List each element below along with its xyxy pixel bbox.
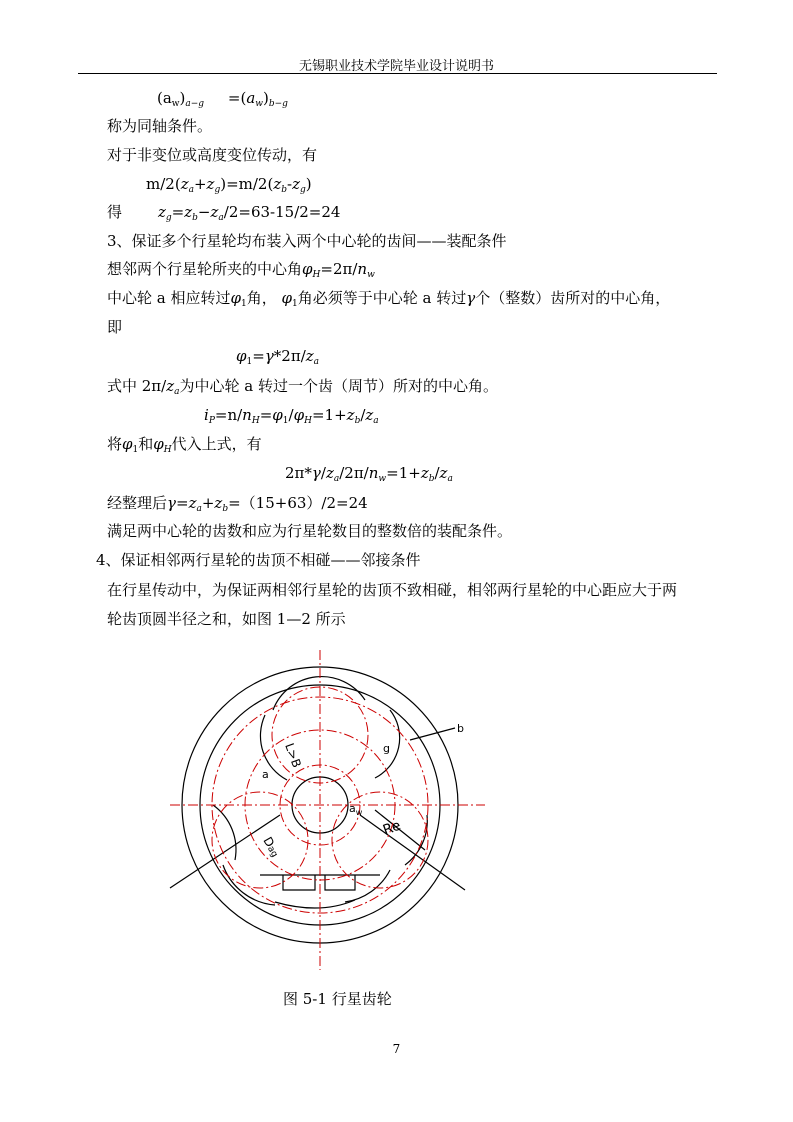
text-rotation: 中心轮 a 相应转过$\varphi_1$角， $\varphi_1$角必须等于中心轮 a 转过γ个（整数）齿所对的中心角， <box>107 289 671 309</box>
text-de: 得 <box>107 203 123 221</box>
text-where: 式中 $2\pi/z_a$为中心轮 a 转过一个齿（周节）所对的中心角。 <box>107 377 498 397</box>
label-aw: $a_w$ <box>349 802 363 817</box>
text-substitute: 将$\varphi_1$和$\varphi_H$代入上式，有 <box>107 435 262 455</box>
equation-module: $m/2(z_a+z_g)=m/2(z_b-z_g)$ <box>146 175 312 195</box>
header-rule <box>78 73 717 74</box>
label-lb: L>B <box>282 741 304 770</box>
planet-top-arc <box>273 677 365 710</box>
label-g: g <box>383 742 390 755</box>
text-satisfy: 满足两中心轮的齿数和应为行星轮数目的整数倍的装配条件。 <box>107 522 513 540</box>
text-central-angle: 想邻两个行星轮所夹的中心角$\varphi_H=2\pi/n_w$ <box>107 260 375 280</box>
planet-left-circle <box>212 792 308 888</box>
equation-phi1: $\varphi_1=\gamma*2\pi/z_a$ <box>236 347 320 367</box>
text-non-shift: 对于非变位或高度变位传动，有 <box>107 146 318 164</box>
label-re: Re <box>380 817 404 839</box>
planet-right-circle <box>332 792 428 888</box>
equation-ip: $i_P=n/n_H=\varphi_1/\varphi_H=1+z_b/z_a$ <box>204 406 379 426</box>
text-para-1: 在行星传动中，为保证两相邻行星轮的齿顶不致相碰，相邻两行星轮的中心距应大于两 <box>107 581 678 599</box>
label-a: a <box>262 768 269 781</box>
section-4-title: 4、保证相邻两行星轮的齿顶不相碰——邻接条件 <box>96 551 421 569</box>
equation-combined: $2\pi*\gamma/z_a/2\pi/n_w=1+z_b/z_a$ <box>285 464 453 484</box>
equation-coaxial: $(a_w)_{a-g}$ $=(a_w)_{b-g}$ <box>157 89 288 109</box>
label-dag: Dag <box>260 834 280 860</box>
page-number: 7 <box>392 1042 401 1056</box>
section-3-title: 3、保证多个行星轮均布装入两个中心轮的齿间——装配条件 <box>107 232 507 250</box>
equation-zg: $z_g=z_b-z_a/2=63-15/2=24$ <box>158 203 341 223</box>
text-coaxial-condition: 称为同轴条件。 <box>107 117 213 135</box>
page-header-title: 无锡职业技术学院毕业设计说明书 <box>298 59 494 74</box>
label-b: b <box>457 722 464 735</box>
text-ji: 即 <box>107 318 123 336</box>
planetary-gear-figure <box>165 640 495 980</box>
tooth-left <box>283 875 315 890</box>
figure-caption: 图 5-1 行星齿轮 <box>283 990 392 1008</box>
ring-lower-tooth <box>275 900 355 908</box>
planet-right-arc <box>405 815 427 865</box>
leader-left <box>170 815 280 888</box>
text-para-2: 轮齿顶圆半径之和，如图 1—2 所示 <box>107 610 346 628</box>
equation-gamma: 经整理后$\gamma=z_a+z_b=(15+63)/2=24$ <box>107 494 368 514</box>
